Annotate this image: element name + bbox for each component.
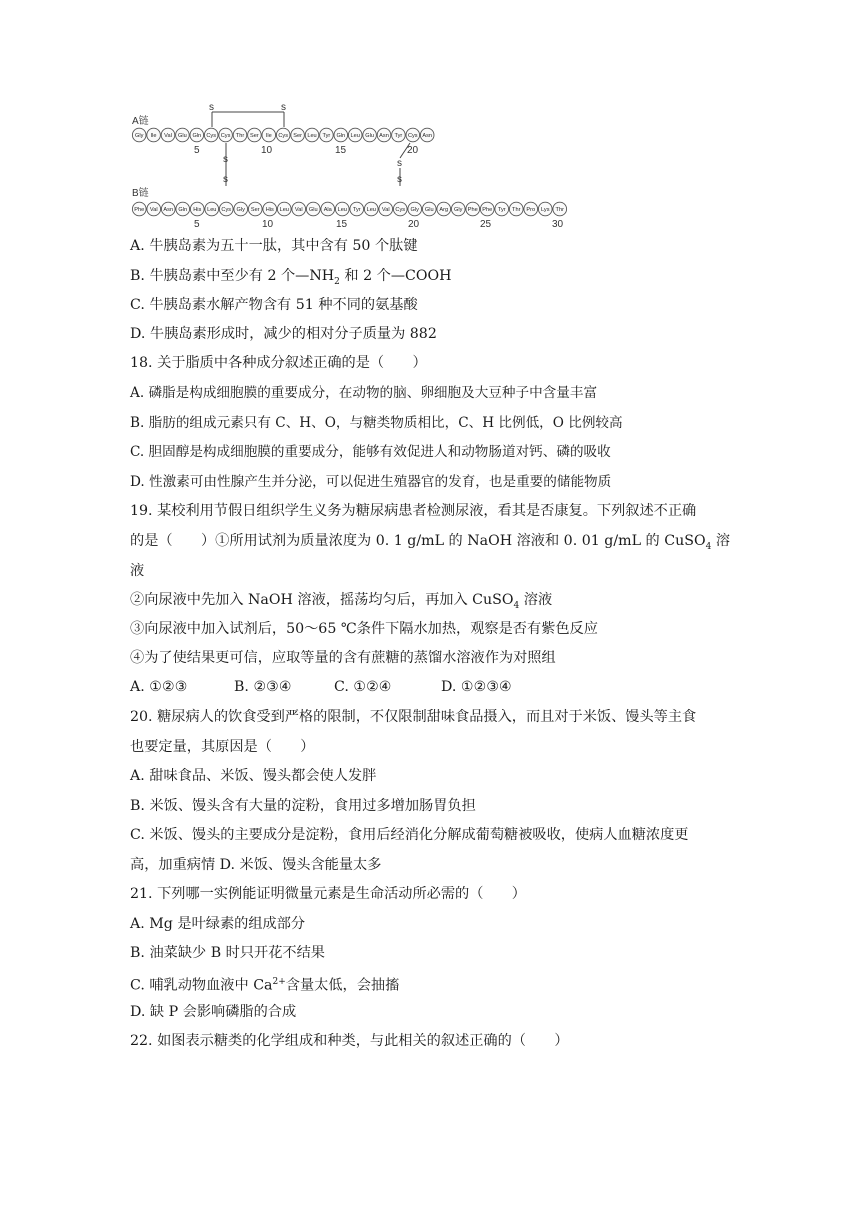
sulfur-label: s: [223, 154, 228, 165]
subscript: 2: [334, 276, 340, 287]
subscript: 4: [705, 541, 712, 552]
chain_b-residue-label: Thr: [512, 207, 521, 213]
q19-stem-line2-end: 溶: [711, 533, 731, 549]
chain_b-residue-label: Gly: [454, 207, 463, 213]
chain-a-number: 5: [194, 145, 200, 156]
q21-option-d: D. 缺 P 会影响磷脂的合成: [130, 1004, 297, 1020]
chain_b-residue-label: Phe: [134, 207, 145, 213]
sulfur-label: s: [281, 102, 286, 113]
q17-option-b-text-end: 和 2 个—COOH: [339, 268, 452, 284]
q17-option-b: [130, 266, 452, 292]
chain_a-residue-label: Gln: [192, 133, 202, 139]
chain-b-number: 5: [194, 219, 200, 230]
chain_b-residue-label: Glu: [424, 207, 434, 213]
chain-b-label: B链: [132, 188, 149, 199]
q20-stem-line1: 20. 糖尿病人的饮食受到严格的限制，不仅限制甜味食品摄入，而且对于米饭、馒头等主食: [130, 709, 697, 725]
chain_b-residue-label: Arg: [439, 207, 449, 213]
chain_a-residue-label: Cys: [278, 133, 289, 139]
chain_a-residue-label: Glu: [365, 133, 374, 139]
q17-option-c: C. 牛胰岛素水解产物含有 51 种不同的氨基酸: [130, 297, 418, 313]
chain_b-residue-label: Thr: [555, 207, 564, 213]
chain_b-residue-label: Val: [381, 207, 390, 213]
q20-option-b: B. 米饭、馒头含有大量的淀粉，食用过多增加肠胃负担: [130, 798, 476, 814]
chain_b-residue-label: His: [193, 207, 202, 213]
q17-option-a: A. 牛胰岛素为五十一肽，其中含有 50 个肽键: [130, 238, 418, 254]
chain_b-residue-label: Ala: [323, 207, 332, 213]
chain-b: [132, 202, 566, 216]
chain_b-residue-label: Asn: [163, 207, 174, 213]
chain_b-residue-label: Ser: [250, 207, 260, 213]
q19-stem-line1: 19. 某校利用节假日组织学生义务为糖尿病患者检测尿液，看其是否康复。下列叙述不正确: [130, 503, 697, 519]
chain_a-residue-label: Tyr: [322, 133, 331, 139]
chain-a-label: A链: [132, 116, 149, 127]
q20-option-c-line1: C. 米饭、馒头的主要成分是淀粉，食用后经消化分解成葡萄糖被吸收，使病人血糖浓度更: [130, 827, 689, 843]
q19-option-d: D. ①②③④: [441, 679, 512, 695]
chain_a-residue-label: Leu: [307, 133, 317, 139]
chain_a-residue-label: Ser: [250, 133, 259, 139]
q20-option-a: A. 甜味食品、米饭、馒头都会使人发胖: [130, 768, 377, 784]
chain_b-residue-label: Gln: [178, 207, 188, 213]
chain-a-number: 20: [407, 145, 419, 156]
sulfur-label: s: [397, 174, 402, 185]
chain_b-residue-label: Glu: [308, 207, 318, 213]
q17-option-b-text: B. 牛胰岛素中至少有 2 个—NH: [130, 268, 335, 284]
q18-option-a: A. 磷脂是构成细胞膜的重要成分，在动物的脑、卵细胞及大豆种子中含量丰富: [130, 385, 598, 401]
q21-option-b: B. 油菜缺少 B 时只开花不结果: [130, 945, 325, 961]
chain-a-number: 10: [261, 145, 273, 156]
q21-option-c-end: 含量太低，会抽搐: [285, 977, 400, 994]
chain_a-residue-label: Tyr: [394, 133, 403, 139]
chain-a-number: 15: [335, 145, 347, 156]
chain_a-residue-label: Cys: [206, 133, 217, 139]
q19-stem-line2: [130, 531, 730, 557]
q17-option-d: D. 牛胰岛素形成时，减少的相对分子质量为 882: [130, 326, 437, 342]
chain_a-residue-label: Asn: [422, 133, 433, 139]
chain_a-residue-label: Leu: [350, 133, 360, 139]
q21-stem: 21. 下列哪一实例能证明微量元素是生命活动所必需的（ ）: [130, 886, 526, 902]
sulfur-label: s: [223, 174, 228, 185]
q21-option-c: [130, 972, 399, 996]
chain_b-residue-label: Leu: [207, 207, 217, 213]
chain_b-residue-label: Phe: [482, 207, 493, 213]
chain_b-residue-label: Cys: [221, 207, 232, 213]
chain_a-residue-label: Gln: [336, 133, 346, 139]
subscript: 4: [513, 600, 520, 611]
chain_a-residue-label: Ile: [265, 133, 272, 139]
insulin-structure-diagram: [128, 96, 598, 236]
chain_a-residue-label: Asn: [379, 133, 389, 139]
q20-option-c-line2: 高，加重病情 D. 米饭、馒头含能量太多: [130, 857, 382, 873]
chain_b-residue-label: His: [265, 207, 274, 213]
sulfur-label: s: [209, 102, 214, 113]
chain-b-position-numbers: [194, 219, 564, 230]
disulfide-bonds: [212, 112, 410, 186]
chain_b-residue-label: Gly: [236, 207, 245, 213]
chain_a-residue-label: Ile: [150, 133, 157, 139]
chain_b-residue-label: Tyr: [352, 207, 361, 213]
chain_b-residue-label: Val: [149, 207, 158, 213]
chain_a-residue-label: Val: [164, 133, 172, 139]
chain_b-residue-label: Gly: [410, 207, 419, 213]
q19-stem-line3: 液: [130, 563, 145, 579]
sulfur-labels: [209, 102, 402, 185]
q19-option-c: C. ①②④: [334, 679, 392, 695]
chain-a: [132, 128, 434, 142]
chain-b-number: 30: [552, 219, 564, 230]
q19-statement-2: [130, 590, 552, 616]
chain_b-residue-label: Val: [294, 207, 303, 213]
chain_a-residue-label: Thr: [235, 133, 245, 139]
chain_b-residue-label: Lys: [541, 207, 550, 213]
chain_a-residue-label: Glu: [178, 133, 187, 139]
chain-b-number: 25: [480, 219, 492, 230]
q21-option-c-text: C. 哺乳动物血液中 Ca: [130, 977, 273, 994]
q19-option-b: B. ②③④: [234, 679, 292, 695]
chain_b-residue-label: Leu: [366, 207, 376, 213]
chain_a-residue-label: Cys: [407, 133, 418, 139]
q19-statement-4: ④为了使结果更可信，应取等量的含有蔗糖的蒸馏水溶液作为对照组: [130, 650, 556, 666]
chain_b-residue-label: Cys: [395, 207, 406, 213]
q19-statement-3: ③向尿液中加入试剂后，50～65 ℃条件下隔水加热，观察是否有紫色反应: [130, 621, 598, 637]
q19-statement-2-text: ②向尿液中先加入 NaOH 溶液，摇荡均匀后，再加入 CuSO: [130, 592, 514, 608]
chain-b-number: 15: [336, 219, 348, 230]
sulfur-label: s: [397, 158, 402, 169]
q21-option-a: A. Mg 是叶绿素的组成部分: [130, 916, 306, 932]
chain_a-residue-label: Gly: [135, 133, 144, 139]
q18-option-b: B. 脂肪的组成元素只有 C、H、O，与糖类物质相比，C、H 比例低，O 比例较高: [130, 415, 623, 431]
q22-stem: 22. 如图表示糖类的化学组成和种类，与此相关的叙述正确的（ ）: [130, 1033, 569, 1049]
q19-statement-2-end: 溶液: [519, 592, 553, 608]
chain_b-residue-label: Leu: [279, 207, 289, 213]
chain_b-residue-label: Pro: [526, 207, 536, 213]
q18-option-d: D. 性激素可由性腺产生并分泌，可以促进生殖器官的发育，也是重要的储能物质: [130, 474, 612, 490]
chain_b-residue-label: Leu: [337, 207, 347, 213]
chain-b-number: 20: [408, 219, 420, 230]
chain_b-residue-label: Tyr: [497, 207, 506, 213]
q20-stem-line2: 也要定量，其原因是（ ）: [130, 739, 315, 755]
chain_b-residue-label: Phe: [467, 207, 478, 213]
q18-option-c: C. 胆固醇是构成细胞膜的重要成分，能够有效促进人和动物肠道对钙、磷的吸收: [130, 444, 611, 460]
superscript: 2+: [272, 977, 286, 987]
q19-option-a: A. ①②③: [130, 679, 188, 695]
chain_a-residue-label: Cys: [220, 133, 231, 139]
q18-stem: 18. 关于脂质中各种成分叙述正确的是（ ）: [130, 355, 427, 371]
chain_a-residue-label: Ser: [293, 133, 302, 139]
chain-b-number: 10: [262, 219, 274, 230]
q19-stem-line2-text: 的是（ ）①所用试剂为质量浓度为 0. 1 g/mL 的 NaOH 溶液和 0. 01 g/mL 的 CuSO: [130, 533, 706, 549]
